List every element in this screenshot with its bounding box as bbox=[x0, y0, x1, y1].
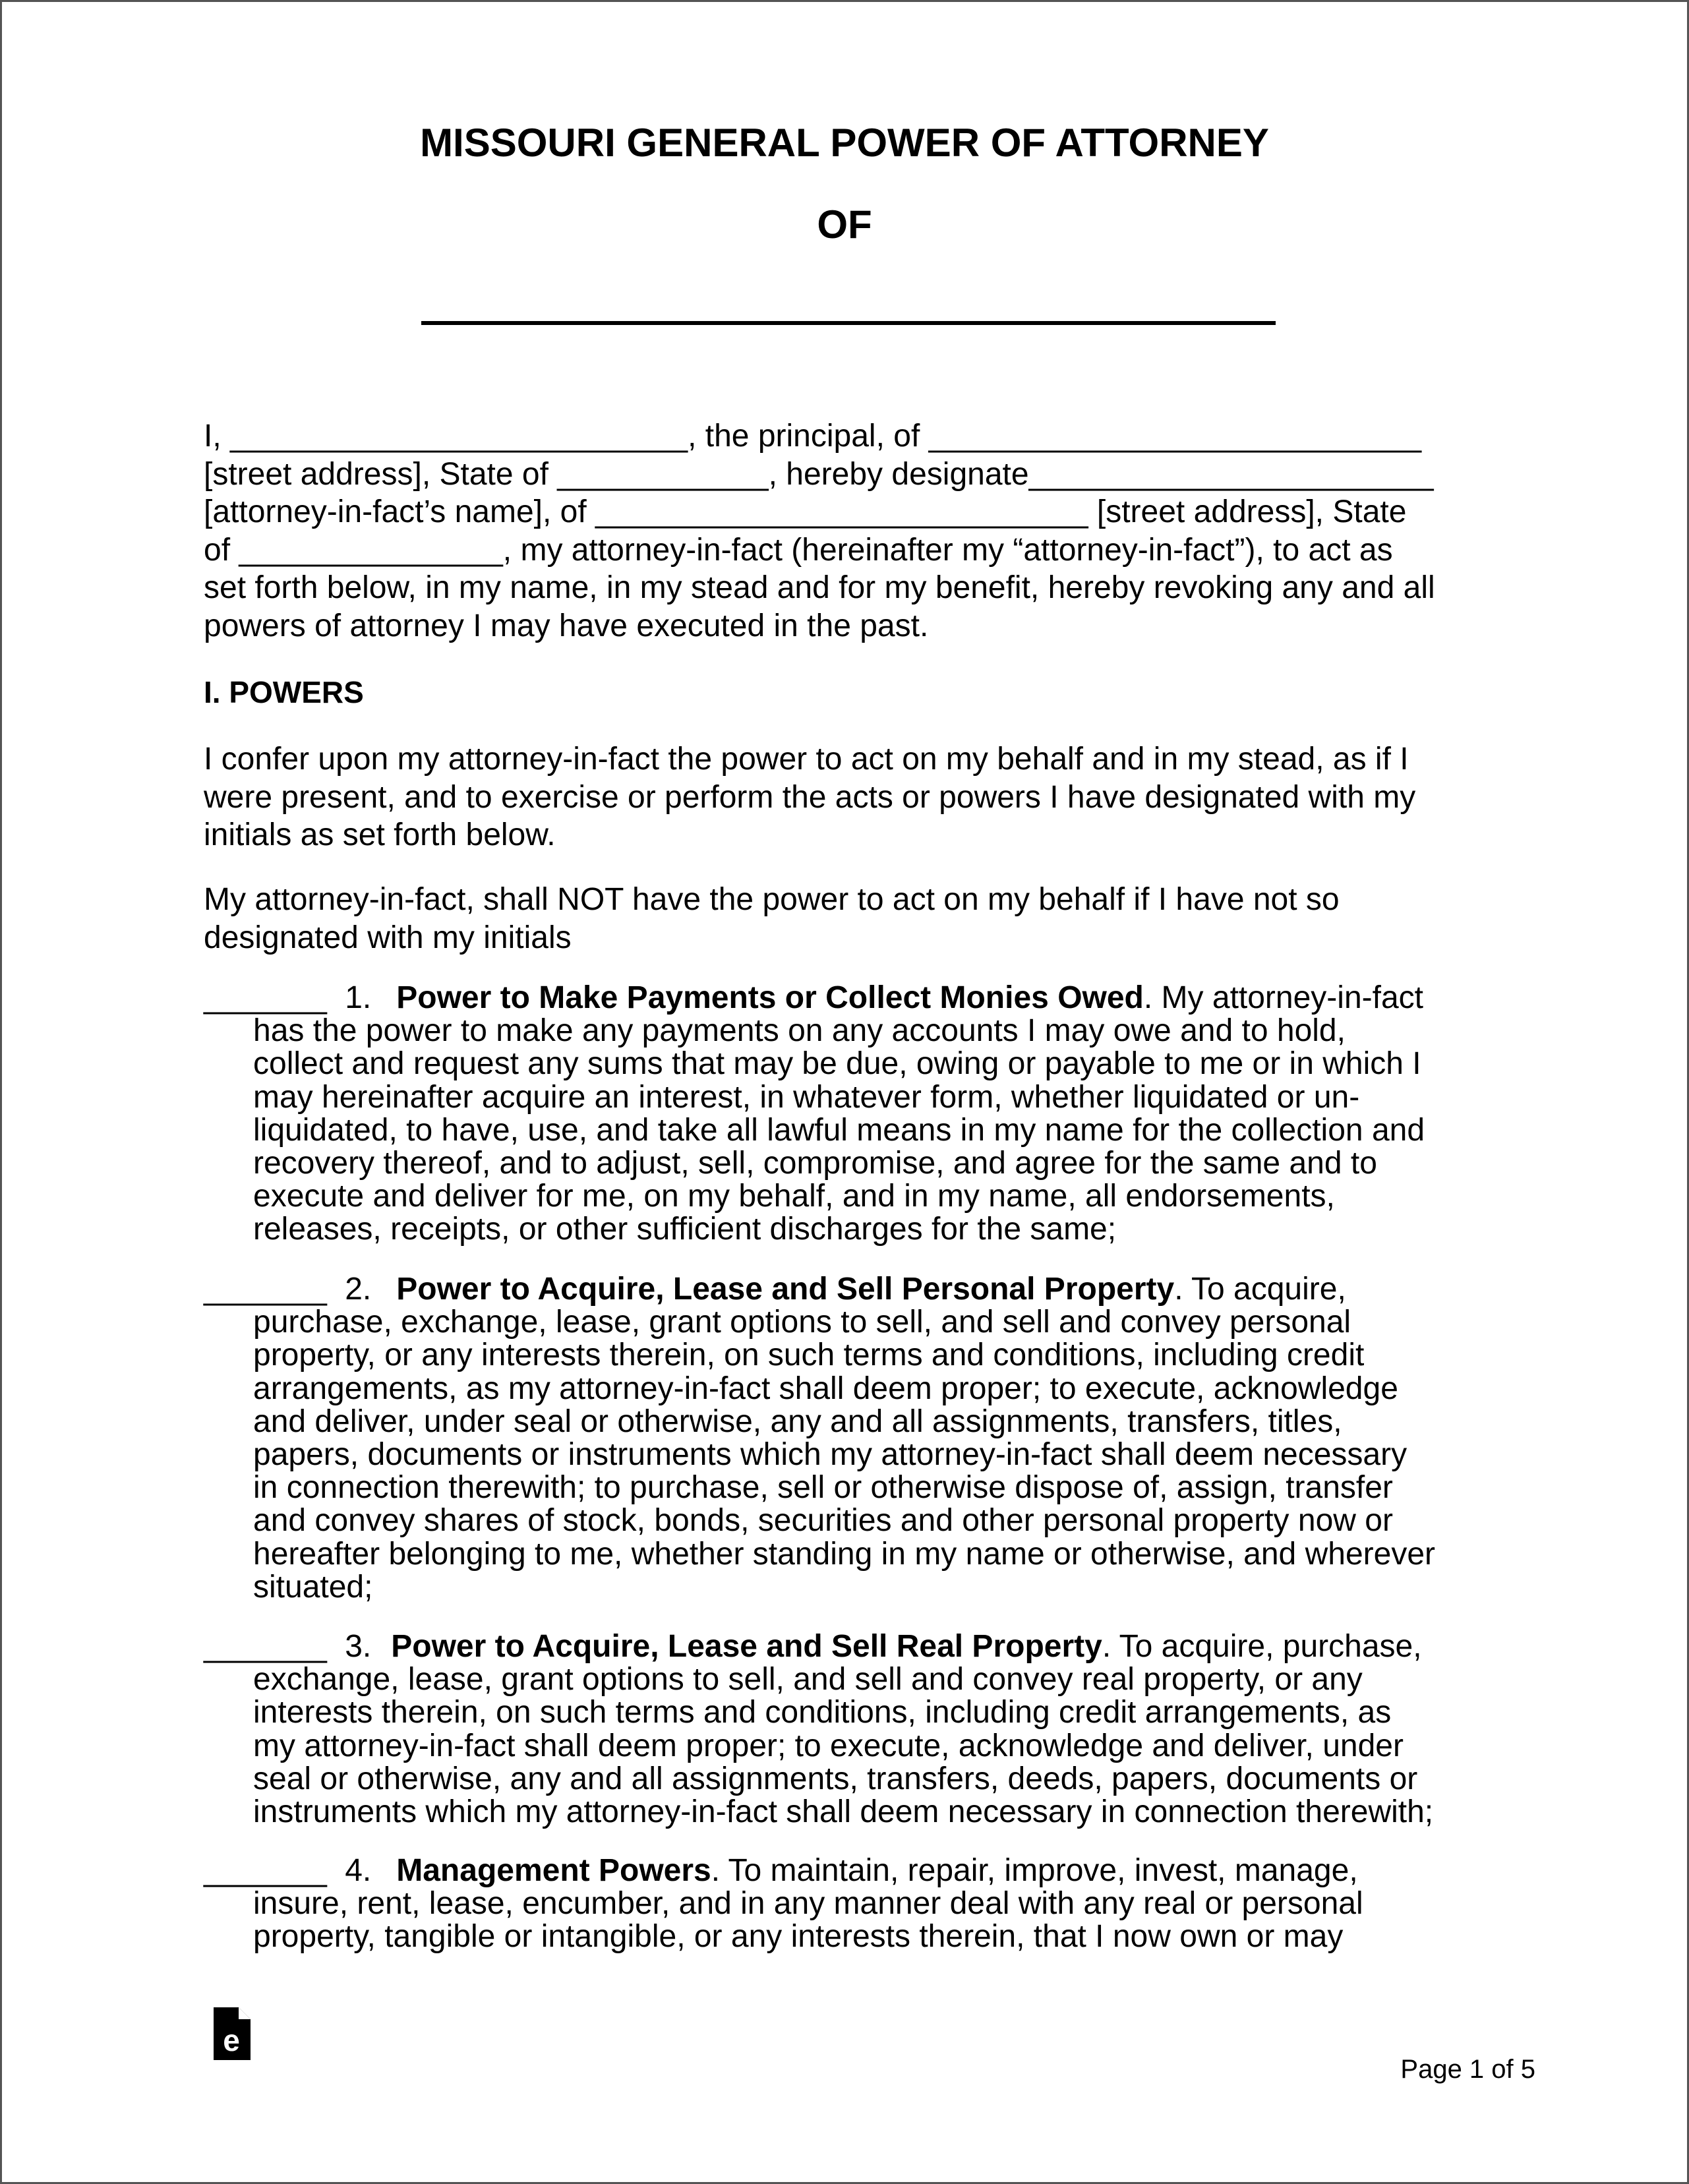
power-item-2 bbox=[204, 1273, 1516, 1604]
section-heading: I. POWERS bbox=[204, 675, 364, 709]
power-item-title: Management Powers bbox=[396, 1853, 711, 1888]
initials-blank[interactable]: _______ bbox=[204, 980, 327, 1015]
power-item-line: execute and deliver for me, on my behalf, and in my name, all endorsements, bbox=[253, 1179, 1335, 1214]
initials-blank[interactable]: _______ bbox=[204, 1272, 327, 1307]
intro-paragraph bbox=[204, 417, 1522, 645]
intro-line: of _______________, my attorney-in-fact (hereinafter my “attorney-in-fact”), to act as bbox=[204, 532, 1393, 568]
power-item-4 bbox=[204, 1854, 1516, 1954]
power-item-number: 1. bbox=[345, 980, 372, 1015]
power-item-line: may hereinafter acquire an interest, in whatever form, whether liquidated or un- bbox=[253, 1079, 1360, 1115]
power-item-line: papers, documents or instruments which my attorney-in-fact shall deem necessary bbox=[253, 1437, 1408, 1473]
document-title-of: OF bbox=[817, 202, 872, 247]
not-power-paragraph bbox=[204, 881, 1522, 957]
page-number: Page 1 of 5 bbox=[1400, 2055, 1535, 2084]
power-item-line: hereafter belonging to me, whether standing in my name or otherwise, and wherever bbox=[253, 1536, 1435, 1572]
power-item-line: seal or otherwise, any and all assignments, transfers, deeds, papers, documents or bbox=[253, 1761, 1418, 1796]
power-item-1 bbox=[204, 982, 1516, 1247]
power-item-first-line bbox=[204, 1273, 1516, 1306]
power-item-first-line bbox=[204, 1854, 1516, 1887]
power-item-line: collect and request any sums that may be due, owing or payable to me or in which I bbox=[253, 1046, 1421, 1082]
power-item-line: insure, rent, lease, encumber, and in any manner deal with any real or personal bbox=[253, 1886, 1363, 1922]
power-item-text: . To acquire, bbox=[1174, 1272, 1346, 1307]
intro-line: set forth below, in my name, in my stead and for my benefit, hereby revoking any and all bbox=[204, 570, 1435, 605]
initials-blank[interactable]: _______ bbox=[204, 1629, 327, 1664]
power-item-line: recovery thereof, and to adjust, sell, compromise, and agree for the same and to bbox=[253, 1146, 1377, 1181]
power-item-line: property, or any interests therein, on such terms and conditions, including credit bbox=[253, 1338, 1365, 1373]
power-item-line: liquidated, to have, use, and take all lawful means in my name for the collection and bbox=[253, 1112, 1425, 1148]
not-power-line: designated with my initials bbox=[204, 920, 572, 955]
confer-line: were present, and to exercise or perform the acts or powers I have designated with my bbox=[204, 779, 1416, 815]
confer-paragraph bbox=[204, 740, 1522, 854]
power-item-first-line bbox=[204, 1630, 1516, 1663]
intro-line: I, __________________________, the principal, of ____________________________ bbox=[204, 419, 1422, 454]
power-item-line: instruments which my attorney-in-fact shall deem necessary in connection therewith; bbox=[253, 1794, 1434, 1830]
power-item-line: and convey shares of stock, bonds, securities and other personal property now or bbox=[253, 1503, 1393, 1539]
power-item-line: property, tangible or intangible, or any interests therein, that I now own or may bbox=[253, 1919, 1344, 1955]
power-item-title: Power to Acquire, Lease and Sell Real Property bbox=[391, 1629, 1102, 1664]
power-item-number: 2. bbox=[345, 1272, 372, 1307]
power-item-number: 3. bbox=[345, 1629, 372, 1664]
power-item-text: . My attorney-in-fact bbox=[1143, 980, 1423, 1015]
power-item-number: 4. bbox=[345, 1853, 372, 1888]
power-item-line: interests therein, on such terms and conditions, including credit arrangements, as bbox=[253, 1695, 1392, 1730]
power-item-line: situated; bbox=[253, 1569, 373, 1605]
power-item-3 bbox=[204, 1630, 1516, 1829]
power-item-line: has the power to make any payments on any accounts I may owe and to hold, bbox=[253, 1013, 1346, 1049]
principal-name-blank-line bbox=[421, 321, 1276, 325]
esign-logo-icon bbox=[212, 2007, 251, 2060]
initials-blank[interactable]: _______ bbox=[204, 1853, 327, 1888]
confer-line: initials as set forth below. bbox=[204, 817, 556, 852]
power-item-line: my attorney-in-fact shall deem proper; to execute, acknowledge and deliver, under bbox=[253, 1728, 1404, 1763]
power-item-line: arrangements, as my attorney-in-fact shall deem proper; to execute, acknowledge bbox=[253, 1371, 1398, 1406]
intro-line: [street address], State of ____________, hereby designate_______________________ bbox=[204, 456, 1434, 492]
intro-line: [attorney-in-fact’s name], of ____________________________ [street address], State bbox=[204, 494, 1407, 529]
power-item-first-line bbox=[204, 982, 1516, 1015]
power-item-line: releases, receipts, or other sufficient discharges for the same; bbox=[253, 1212, 1117, 1247]
power-item-line: and deliver, under seal or otherwise, any and all assignments, transfers, titles, bbox=[253, 1403, 1342, 1439]
power-item-title: Power to Acquire, Lease and Sell Personal Property bbox=[396, 1272, 1175, 1307]
not-power-line: My attorney-in-fact, shall NOT have the power to act on my behalf if I have not so bbox=[204, 882, 1340, 917]
power-item-line: exchange, lease, grant options to sell, and sell and convey real property, or any bbox=[253, 1662, 1363, 1697]
power-item-text: . To maintain, repair, improve, invest, manage, bbox=[711, 1853, 1358, 1888]
logo-letter: e bbox=[223, 2023, 240, 2057]
intro-line: powers of attorney I may have executed in the past. bbox=[204, 608, 929, 643]
power-item-line: purchase, exchange, lease, grant options to sell, and sell and convey personal bbox=[253, 1305, 1351, 1340]
power-item-title: Power to Make Payments or Collect Monies Owed bbox=[396, 980, 1144, 1015]
power-item-line: in connection therewith; to purchase, sell or otherwise dispose of, assign, transfer bbox=[253, 1470, 1393, 1506]
power-item-text: . To acquire, purchase, bbox=[1102, 1629, 1422, 1664]
confer-line: I confer upon my attorney-in-fact the power to act on my behalf and in my stead, as if I bbox=[204, 742, 1409, 777]
document-title: MISSOURI GENERAL POWER OF ATTORNEY bbox=[420, 121, 1269, 165]
